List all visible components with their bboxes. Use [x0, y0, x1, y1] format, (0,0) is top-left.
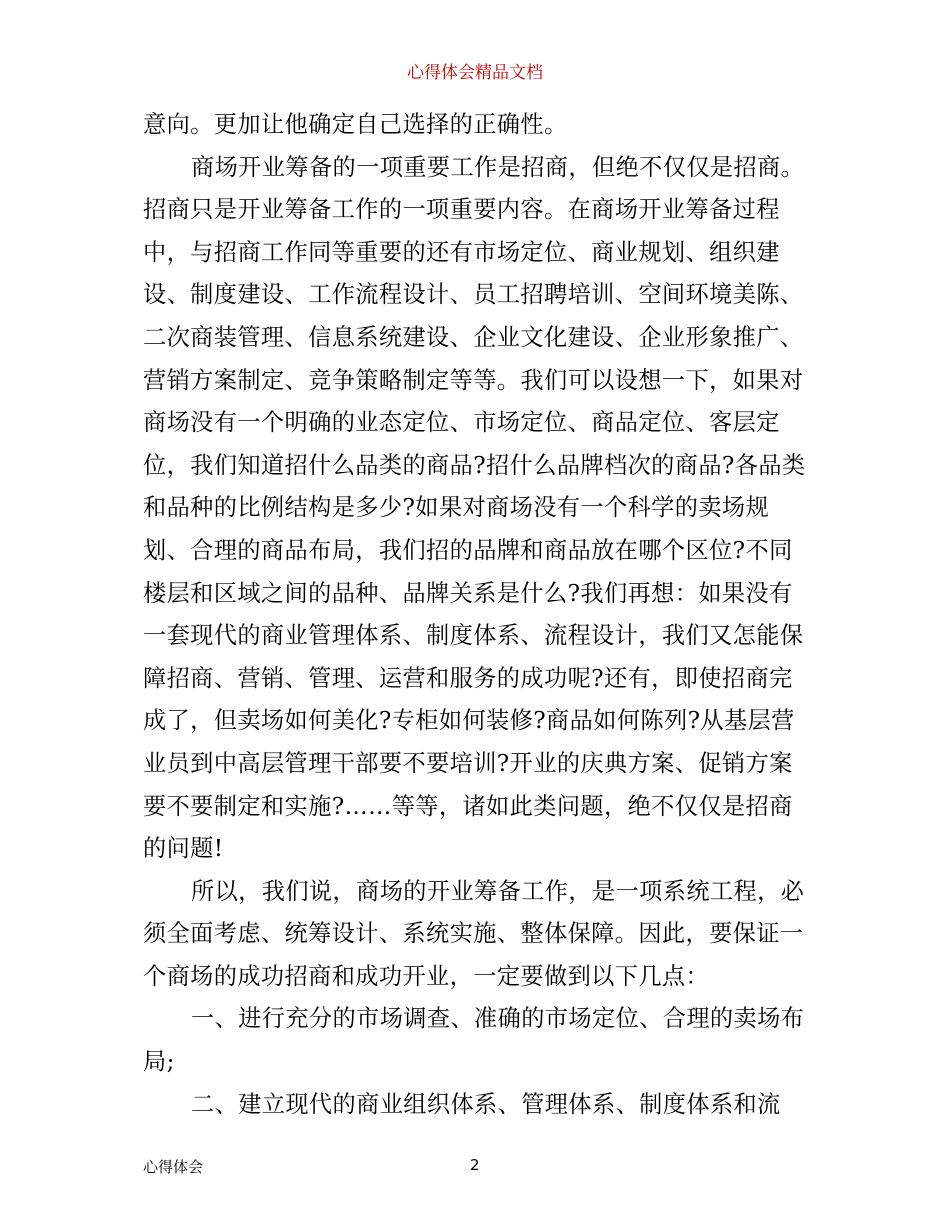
- paragraph-main: 商场开业筹备的一项重要工作是招商，但绝不仅仅是招商。招商只是开业筹备工作的一项重要内容。在商场开业筹备过程中，与招商工作同等重要的还有市场定位、商业规划、组织建设、制度建设、工作流程设计、员工招聘培训、空间环境美陈、二次商装管理、信息系统建设、企业文化建设、企业形象推广、营销方案制定、竞争策略制定等等。我们可以设想一下，如果对商场没有一个明确的业态定位、市场定位、商品定位、客层定位，我们知道招什么品类的商品?招什么品牌档次的商品?各品类和品种的比例结构是多少?如果对商场没有一个科学的卖场规划、合理的商品布局，我们招的品牌和商品放在哪个区位?不同楼层和区域之间的品种、品牌关系是什么?我们再想：如果没有一套现代的商业管理体系、制度体系、流程设计，我们又怎能保障招商、营销、管理、运营和服务的成功呢?还有，即使招商完成了，但卖场如何美化?专柜如何装修?商品如何陈列?从基层营业员到中高层管理干部要不要培训?开业的庆典方案、促销方案要不要制定和实施?……等等，诸如此类问题，绝不仅仅是招商的问题!: [143, 153, 806, 863]
- paragraph-continuation: 意向。更加让他确定自己选择的正确性。: [143, 111, 568, 138]
- footer-label: 心得体会: [143, 1158, 204, 1176]
- list-item-second: 二、建立现代的商业组织体系、管理体系、制度体系和流: [191, 1090, 781, 1118]
- document-body: [143, 104, 811, 1126]
- page-header-title: 心得体会精品文档: [407, 63, 543, 83]
- paragraph-summary: 所以，我们说，商场的开业筹备工作，是一项系统工程，必须全面考虑、统筹设计、系统实施、整体保障。因此，要保证一个商场的成功招商和成功开业，一定要做到以下几点：: [143, 877, 805, 990]
- page-number: 2: [470, 1156, 480, 1174]
- list-item-first: 一、进行充分的市场调查、准确的市场定位、合理的卖场布局;: [143, 1005, 805, 1076]
